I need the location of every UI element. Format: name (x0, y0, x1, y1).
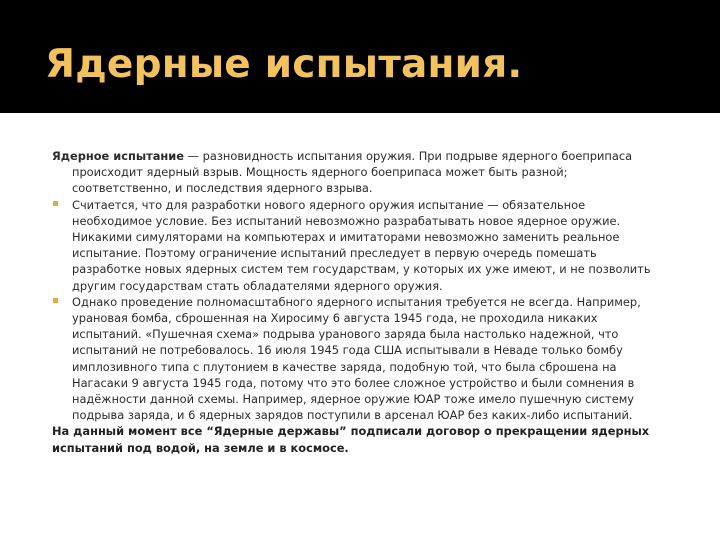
slide-title: Ядерные испытания. (45, 42, 523, 87)
bullet-2-text: Однако проведение полномасштабного ядерного испытания требуется не всегда. Например, урановая бомба, сброшенная на Хиросиму 6 августа 1945 года, не проходила никаких испытаний. «Пушечная схема» подрыва уранового заряда была настолько надежной, что испытаний не потребовалось. 16 июля 1945 года США испытывали в Неваде только бомбу имплозивного типа с плутонием в качестве заряда, подобную той, что была сброшена на Нагасаки 9 августа 1945 года, потому что это более сложное устройство и были сомнения в надёжности данной схемы. Например, ядерное оружие ЮАР тоже имело пушечную систему подрыва заряда, и 6 ядерных зарядов поступили в арсенал ЮАР без каких-либо испытаний. (72, 294, 641, 423)
bullet-square-icon (53, 201, 58, 206)
intro-text: — разновидность испытания оружия. При подрыве ядерного боеприпаса происходит ядерный взрыв. Мощность ядерного боеприпаса может быть разной; соответственно, и последствия ядерного взрыва. (72, 149, 633, 196)
intro-paragraph (52, 148, 667, 197)
final-paragraph: На данный момент все “Ядерные державы” подписали договор о прекращении ядерных испытаний под водой, на земле и в космосе. (52, 424, 650, 455)
bullet-1-text: Считается, что для разработки нового ядерного оружия испытание — обязательное необходимое условие. Без испытаний невозможно разрабатывать новое ядерное оружие. Никакими симуляторами на компьютерах и имитаторами невозможно заменить реальное испытание. Поэтому ограничение испытаний преследует в первую очередь помешать разработке новых ядерных систем тем государствам, у которых их уже имеют, и не позволить другим государствам стать обладателями ядерного оружия. (72, 197, 651, 293)
title-bar (0, 0, 720, 113)
slide-content (52, 148, 667, 456)
bullet-square-icon (53, 298, 58, 303)
intro-term: Ядерное испытание (52, 149, 185, 163)
bullet-paragraph-1 (52, 197, 667, 294)
bullet-paragraph-2 (52, 294, 667, 424)
